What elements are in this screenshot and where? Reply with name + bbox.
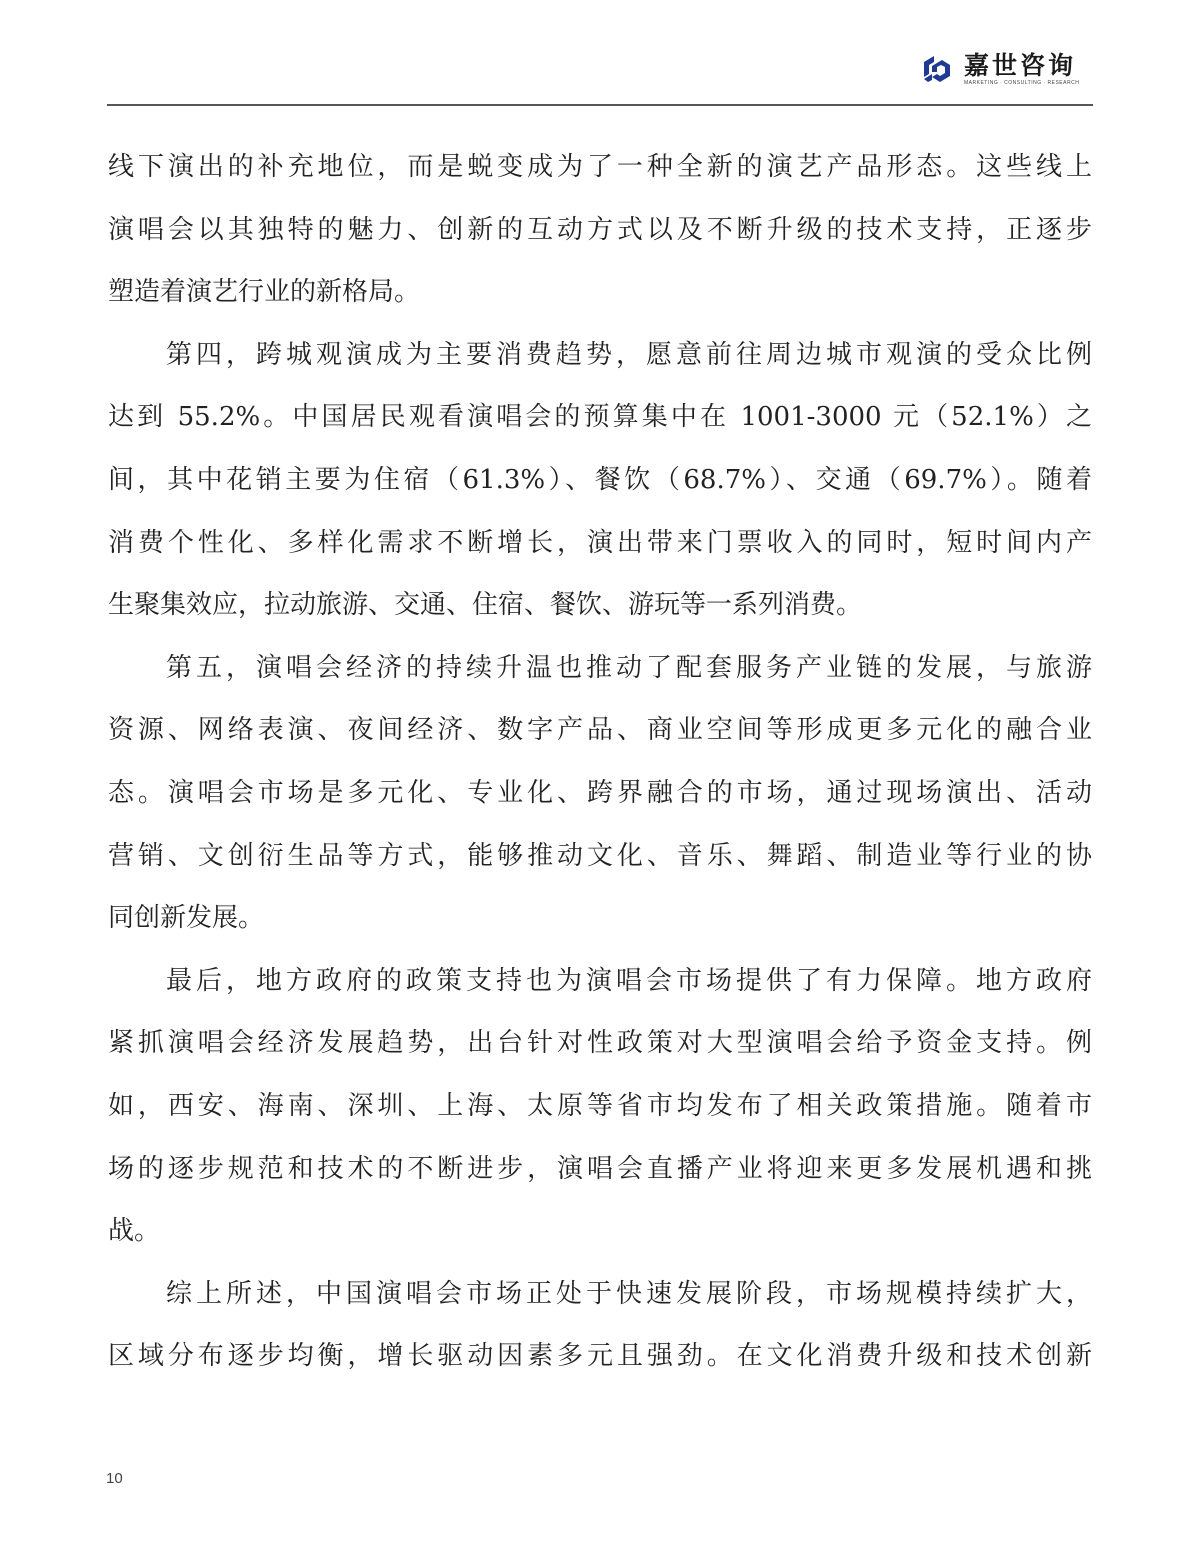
logo-tagline: MARKETING · CONSULTING · RESEARCH bbox=[964, 80, 1080, 86]
text-line: 区域分布逐步均衡，增长驱动因素多元且强劲。在文化消费升级和技术创新 bbox=[108, 1341, 1092, 1372]
text-line: 营销、文创衍生品等方式，能够推动文化、音乐、舞蹈、制造业等行业的协 bbox=[108, 840, 1092, 871]
text-line: 消费个性化、多样化需求不断增长，演出带来门票收入的同时，短时间内产 bbox=[108, 527, 1092, 558]
text-line: 达到 55.2%。中国居民观看演唱会的预算集中在 1001-3000 元（52.1%）之 bbox=[108, 402, 1092, 433]
paragraph bbox=[108, 324, 1092, 637]
text-line: 间，其中花销主要为住宿（61.3%）、餐饮（68.7%）、交通（69.7%）。随着 bbox=[108, 464, 1092, 495]
paragraph bbox=[108, 1263, 1092, 1388]
text-line: 塑造着演艺行业的新格局。 bbox=[108, 277, 421, 308]
text-line: 生聚集效应，拉动旅游、交通、住宿、餐饮、游玩等一系列消费。 bbox=[108, 590, 863, 621]
text-line: 场的逐步规范和技术的不断进步，演唱会直播产业将迎来更多发展机遇和挑 bbox=[108, 1153, 1092, 1184]
logo-name: 嘉世咨询 bbox=[964, 51, 1077, 80]
text-line: 同创新发展。 bbox=[108, 903, 265, 934]
text-line: 战。 bbox=[108, 1216, 161, 1247]
text-line: 演唱会以其独特的魅力、创新的互动方式以及不断升级的技术支持，正逐步 bbox=[108, 214, 1092, 245]
text-line: 第四，跨城观演成为主要消费趋势，愿意前往周边城市观演的受众比例 bbox=[166, 339, 1092, 370]
text-line: 第五，演唱会经济的持续升温也推动了配套服务产业链的发展，与旅游 bbox=[166, 652, 1092, 683]
paragraph bbox=[108, 637, 1092, 950]
text-line: 紧抓演唱会经济发展趋势，出台针对性政策对大型演唱会给予资金支持。例 bbox=[108, 1028, 1092, 1059]
text-line: 资源、网络表演、夜间经济、数字产品、商业空间等形成更多元化的融合业 bbox=[108, 715, 1092, 746]
document-body bbox=[108, 136, 1092, 1388]
logo-mark-icon bbox=[920, 52, 954, 86]
text-line: 综上所述，中国演唱会市场正处于快速发展阶段，市场规模持续扩大， bbox=[166, 1278, 1092, 1309]
page-number: 10 bbox=[106, 1470, 123, 1487]
paragraph bbox=[108, 136, 1092, 324]
text-line: 态。演唱会市场是多元化、专业化、跨界融合的市场，通过现场演出、活动 bbox=[108, 777, 1092, 808]
company-logo bbox=[920, 52, 1079, 86]
header-divider bbox=[107, 104, 1093, 106]
text-line: 最后，地方政府的政策支持也为演唱会市场提供了有力保障。地方政府 bbox=[166, 965, 1092, 996]
paragraph bbox=[108, 950, 1092, 1263]
text-line: 线下演出的补充地位，而是蜕变成为了一种全新的演艺产品形态。这些线上 bbox=[108, 152, 1092, 182]
text-line: 如，西安、海南、深圳、上海、太原等省市均发布了相关政策措施。随着市 bbox=[108, 1090, 1092, 1121]
